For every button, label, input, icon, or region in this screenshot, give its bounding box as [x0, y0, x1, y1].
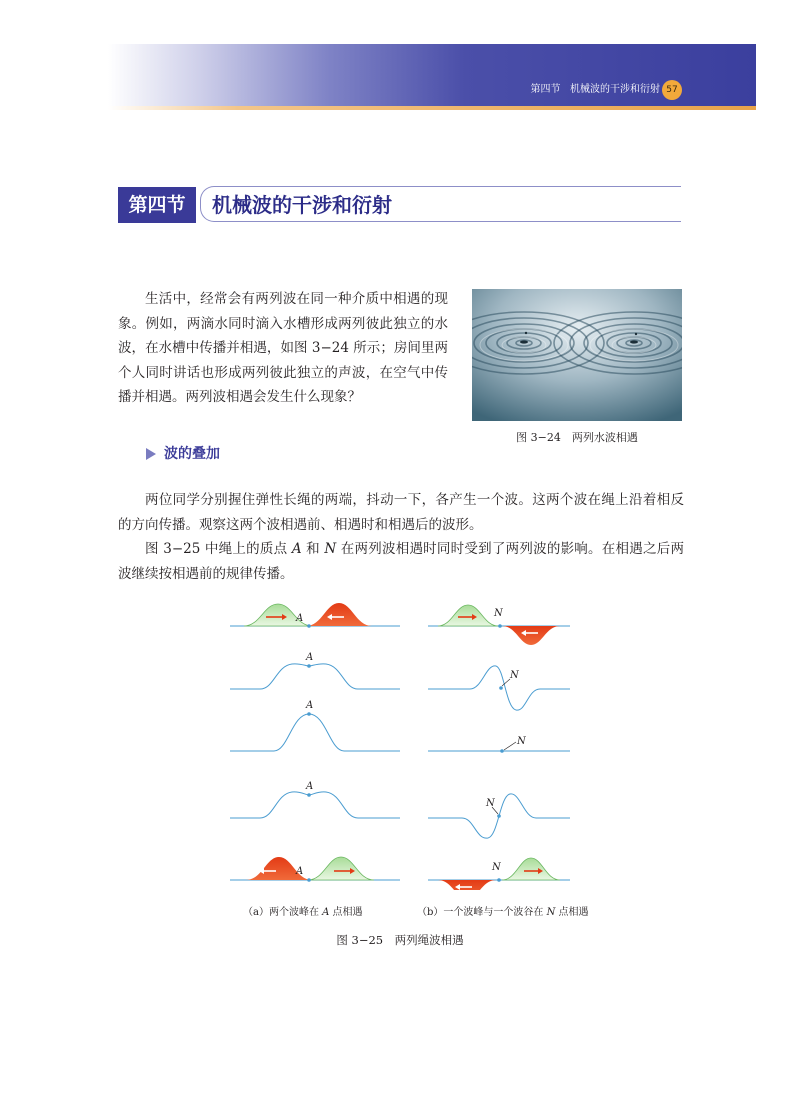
- cap-a-text: （a）两个波峰在: [243, 907, 323, 918]
- running-header: [520, 82, 660, 98]
- triangle-bullet-icon: [146, 448, 156, 460]
- paragraph-points-A-N: [118, 537, 684, 586]
- p2-text-1: 图 3−25 中绳上的质点: [145, 541, 288, 557]
- label-A-row4: A: [306, 781, 314, 792]
- intro-paragraph: 生活中，经常会有两列波在同一种介质中相遇的现象。例如，两滴水同时滴入水槽形成两列彼此独立的水波，在水槽中传播并相遇，如图 3−24 所示；房间里两个人同时讲话也形成两列彼此独立的声波，在空气中传播并相遇。两列波相遇会发生什么现象？: [118, 291, 448, 406]
- figure-3-25a-caption: [243, 906, 363, 920]
- figure-3-25b-caption: [417, 906, 589, 920]
- subsection-title: 波的叠加: [164, 446, 220, 462]
- label-A-row2: A: [306, 652, 314, 663]
- figure-3-25-caption: 图 3−25 两列绳波相遇: [336, 933, 464, 947]
- subsection-heading: [146, 443, 220, 465]
- header-accent-line: [108, 106, 756, 110]
- column-a-frames: [230, 603, 400, 882]
- section-title: 机械波的干涉和衍射: [212, 193, 392, 217]
- label-N-row2: N: [510, 670, 519, 681]
- cap-b-tail: 点相遇: [555, 907, 589, 918]
- figure-3-24-caption: 图 3−24 两列水波相遇: [516, 431, 638, 444]
- cap-a-point: A: [322, 907, 330, 918]
- cap-a-tail: 点相遇: [329, 907, 363, 918]
- figure-3-25: [226, 600, 576, 890]
- cap-b-text: （b）一个波峰与一个波谷在: [417, 907, 547, 918]
- p2-text-2: 在两列波相遇时同时受到了两列波的影响。在相遇之后两波继续按相遇前的规律传播。: [118, 541, 684, 582]
- rope-waves-diagram: [226, 600, 576, 890]
- running-header-section: 第四节: [530, 84, 561, 95]
- page-number: 57: [662, 80, 682, 100]
- p2-text-and: 和: [301, 541, 325, 557]
- label-A-row1: A: [296, 613, 304, 624]
- label-N-row3: N: [517, 736, 526, 747]
- running-header-title: 机械波的干涉和衍射: [570, 84, 660, 95]
- p2-point-A: A: [291, 541, 302, 557]
- column-b-frames: [428, 605, 570, 890]
- cap-b-point: N: [546, 907, 556, 918]
- label-N-row4: N: [486, 798, 495, 809]
- water-waves-illustration: [472, 289, 682, 421]
- section-label: 第四节: [118, 187, 196, 223]
- label-A-row5: A: [296, 866, 304, 877]
- label-A-row3: A: [306, 700, 314, 711]
- water-waves-photo: [472, 289, 682, 421]
- paragraph-rope-experiment: 两位同学分别握住弹性长绳的两端，抖动一下，各产生一个波。这两个波在绳上沿着相反的方向传播。观察这两个波相遇前、相遇时和相遇后的波形。: [118, 492, 684, 533]
- p2-point-N: N: [324, 541, 337, 557]
- label-N-row5: N: [492, 862, 501, 873]
- label-N-row1: N: [494, 608, 503, 619]
